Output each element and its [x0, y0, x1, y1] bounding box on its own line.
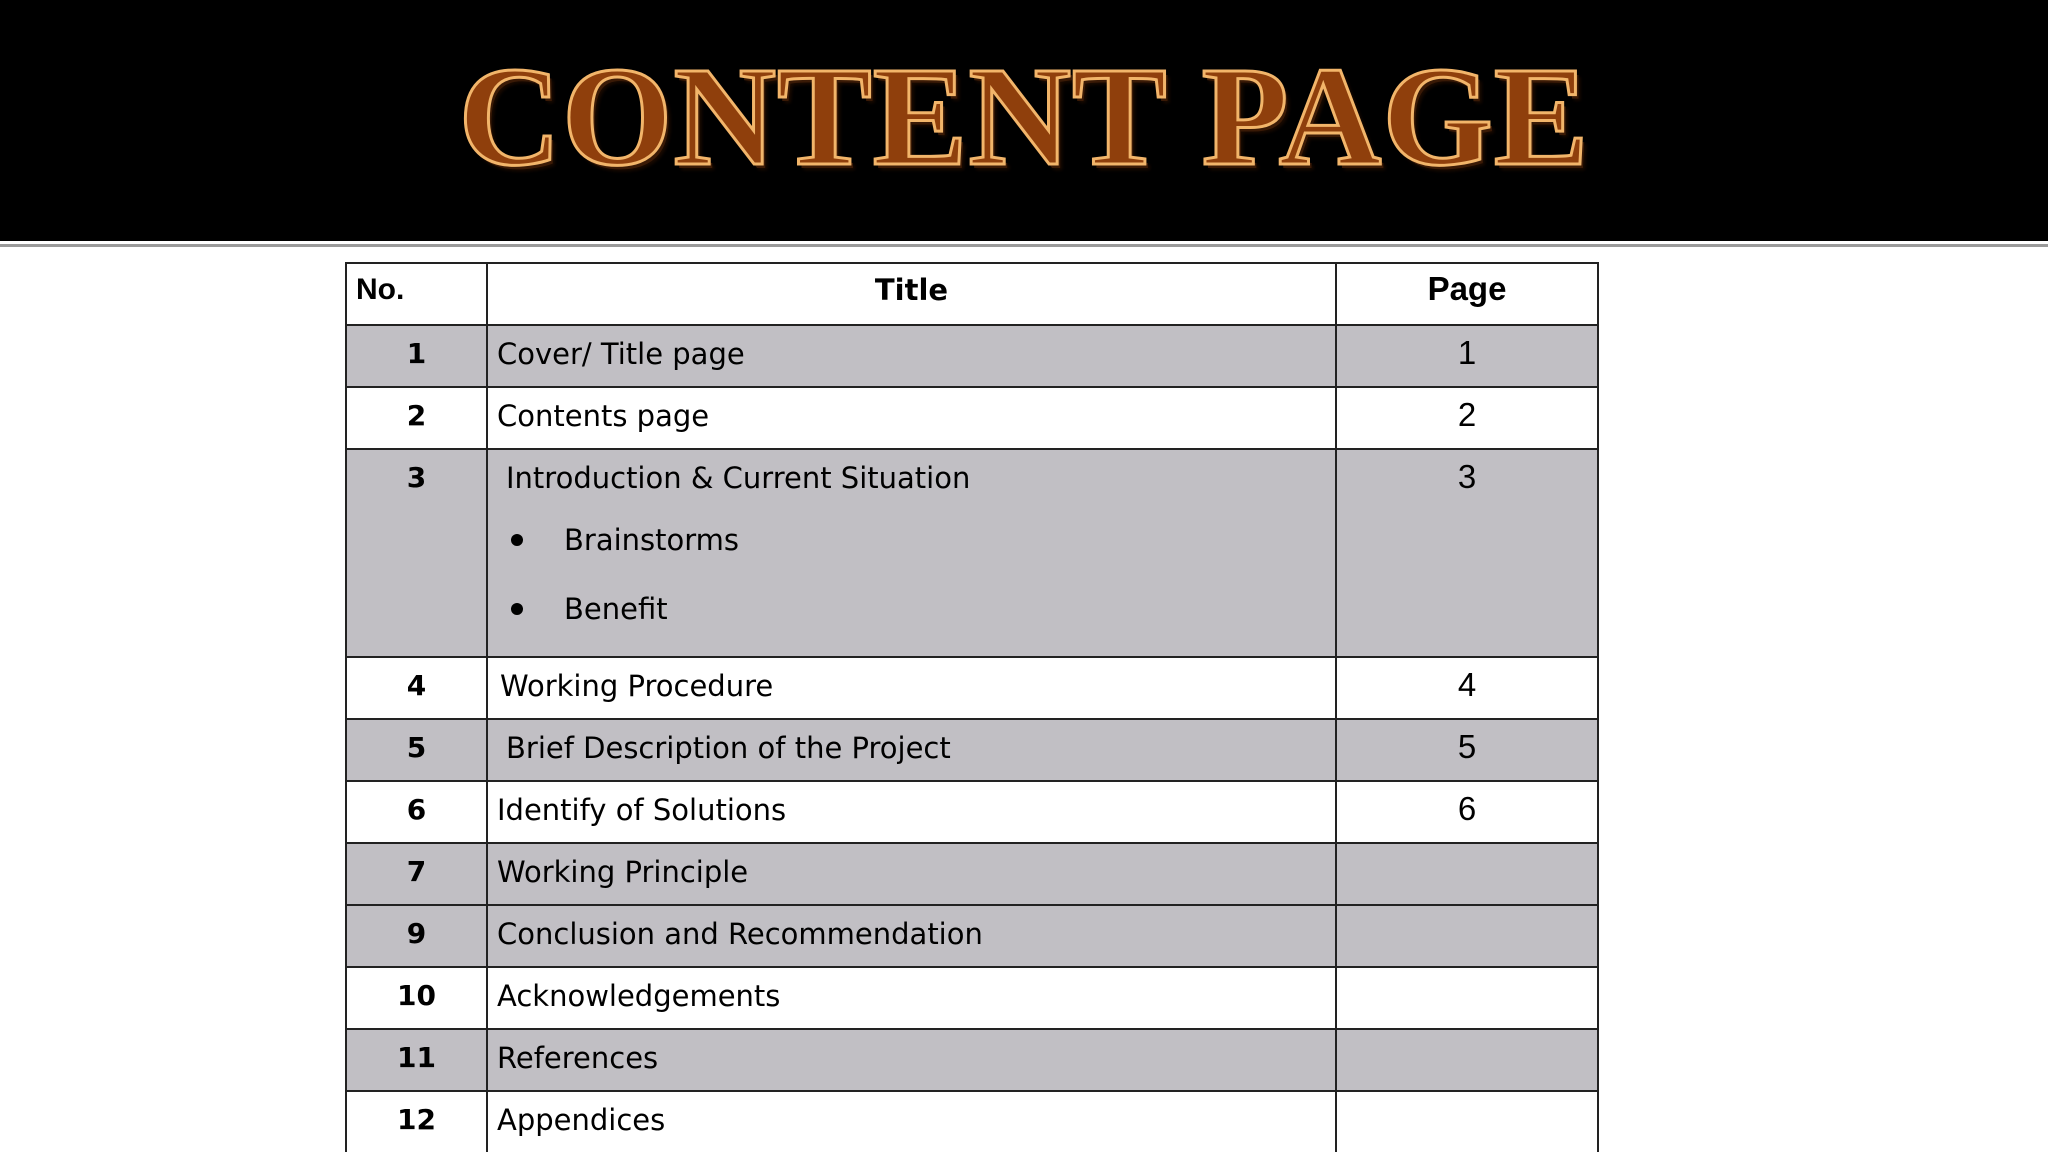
subitem-list — [506, 518, 1335, 656]
row-title: Conclusion and Recommendation — [487, 905, 1336, 967]
row-title: Working Procedure — [487, 657, 1336, 719]
subitem-label: Brainstorms — [564, 523, 740, 557]
row-number: 1 — [346, 325, 487, 387]
row-number: 11 — [346, 1029, 487, 1091]
bullet-icon — [511, 603, 523, 615]
row-number: 10 — [346, 967, 487, 1029]
table-row — [346, 1091, 1598, 1152]
table-row — [346, 719, 1598, 781]
row-number: 3 — [346, 449, 487, 657]
row-number: 4 — [346, 657, 487, 719]
row-title: Cover/ Title page — [487, 325, 1336, 387]
table-header-row — [346, 263, 1598, 325]
row-page: 1 — [1336, 325, 1598, 387]
table-row — [346, 657, 1598, 719]
row-page — [1336, 843, 1598, 905]
row-title: Brief Description of the Project — [487, 719, 1336, 781]
row-title: Contents page — [487, 387, 1336, 449]
row-page — [1336, 905, 1598, 967]
row-number: 7 — [346, 843, 487, 905]
table-row — [346, 843, 1598, 905]
row-title: Appendices — [487, 1091, 1336, 1152]
subitem-label: Benefit — [564, 592, 668, 626]
row-number: 12 — [346, 1091, 487, 1152]
row-title-cell — [487, 449, 1336, 657]
row-page — [1336, 967, 1598, 1029]
row-title: References — [487, 1029, 1336, 1091]
row-page: 5 — [1336, 719, 1598, 781]
column-header-no: No. — [346, 263, 487, 325]
row-title: Acknowledgements — [487, 967, 1336, 1029]
table-row — [346, 967, 1598, 1029]
row-page — [1336, 1091, 1598, 1152]
list-item — [506, 587, 1335, 656]
row-title: Working Principle — [487, 843, 1336, 905]
table-row — [346, 1029, 1598, 1091]
row-page: 3 — [1336, 449, 1598, 657]
row-number: 6 — [346, 781, 487, 843]
contents-table — [345, 262, 1599, 1152]
row-page — [1336, 1029, 1598, 1091]
row-page: 2 — [1336, 387, 1598, 449]
row-page: 6 — [1336, 781, 1598, 843]
column-header-title: Title — [487, 263, 1336, 325]
row-title: Introduction & Current Situation — [506, 461, 971, 495]
row-page: 4 — [1336, 657, 1598, 719]
column-header-page: Page — [1336, 263, 1598, 325]
row-title: Identify of Solutions — [487, 781, 1336, 843]
row-number: 5 — [346, 719, 487, 781]
table-row — [346, 449, 1598, 657]
table-row — [346, 325, 1598, 387]
header-divider — [0, 244, 2048, 247]
list-item — [506, 518, 1335, 587]
bullet-icon — [511, 534, 523, 546]
table-row — [346, 387, 1598, 449]
table-row — [346, 781, 1598, 843]
table-row — [346, 905, 1598, 967]
slide-title: CONTENT PAGE — [458, 37, 1590, 195]
row-number: 9 — [346, 905, 487, 967]
row-number: 2 — [346, 387, 487, 449]
